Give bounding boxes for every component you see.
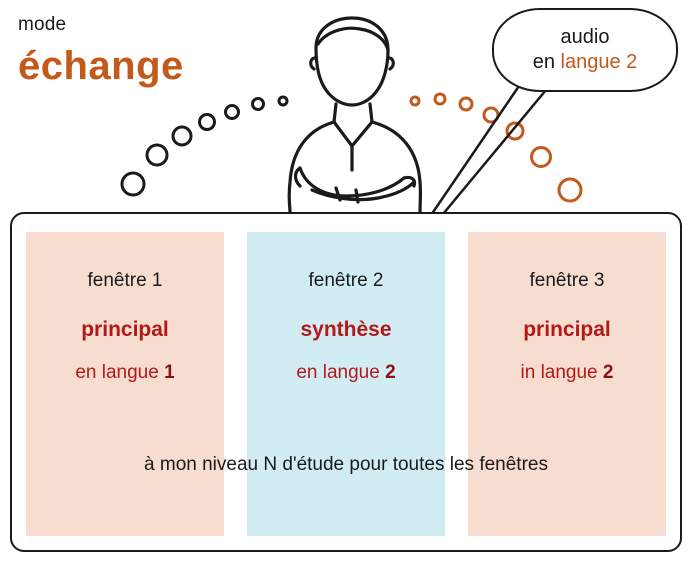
window-3-language (468, 362, 666, 384)
window-3-language-number: 2 (602, 362, 614, 383)
window-1-language (26, 362, 224, 384)
page-title: échange (18, 44, 184, 88)
windows-columns (12, 214, 680, 550)
bubble-lang-prefix: en (532, 51, 561, 73)
speech-bubble (492, 8, 678, 92)
windows-panel (10, 212, 682, 552)
window-column-1[interactable] (26, 232, 224, 536)
window-column-3[interactable] (468, 232, 666, 536)
window-1-role: principal (81, 318, 169, 341)
window-2-language-number: 2 (385, 362, 396, 383)
panel-footer-note: à mon niveau N d'étude pour toutes les fenêtres (144, 454, 548, 475)
window-1-language-number: 1 (164, 362, 175, 383)
bubble-line-audio: audio (560, 26, 610, 48)
window-2-title: fenêtre 2 (308, 270, 384, 291)
window-3-language-prefix: in langue (520, 362, 603, 383)
window-1-title: fenêtre 1 (87, 270, 163, 291)
window-2-role: synthèse (300, 318, 392, 341)
window-1-language-prefix: en langue (75, 362, 165, 383)
window-column-2[interactable] (247, 232, 445, 536)
bubble-line-language (533, 50, 638, 75)
window-3-title: fenêtre 3 (529, 270, 605, 291)
window-3-role: principal (523, 318, 611, 341)
window-2-language-prefix: en langue (296, 362, 386, 383)
bubble-lang-highlight: langue 2 (560, 51, 638, 73)
window-2-language (247, 362, 445, 384)
mode-label: mode (18, 14, 67, 35)
